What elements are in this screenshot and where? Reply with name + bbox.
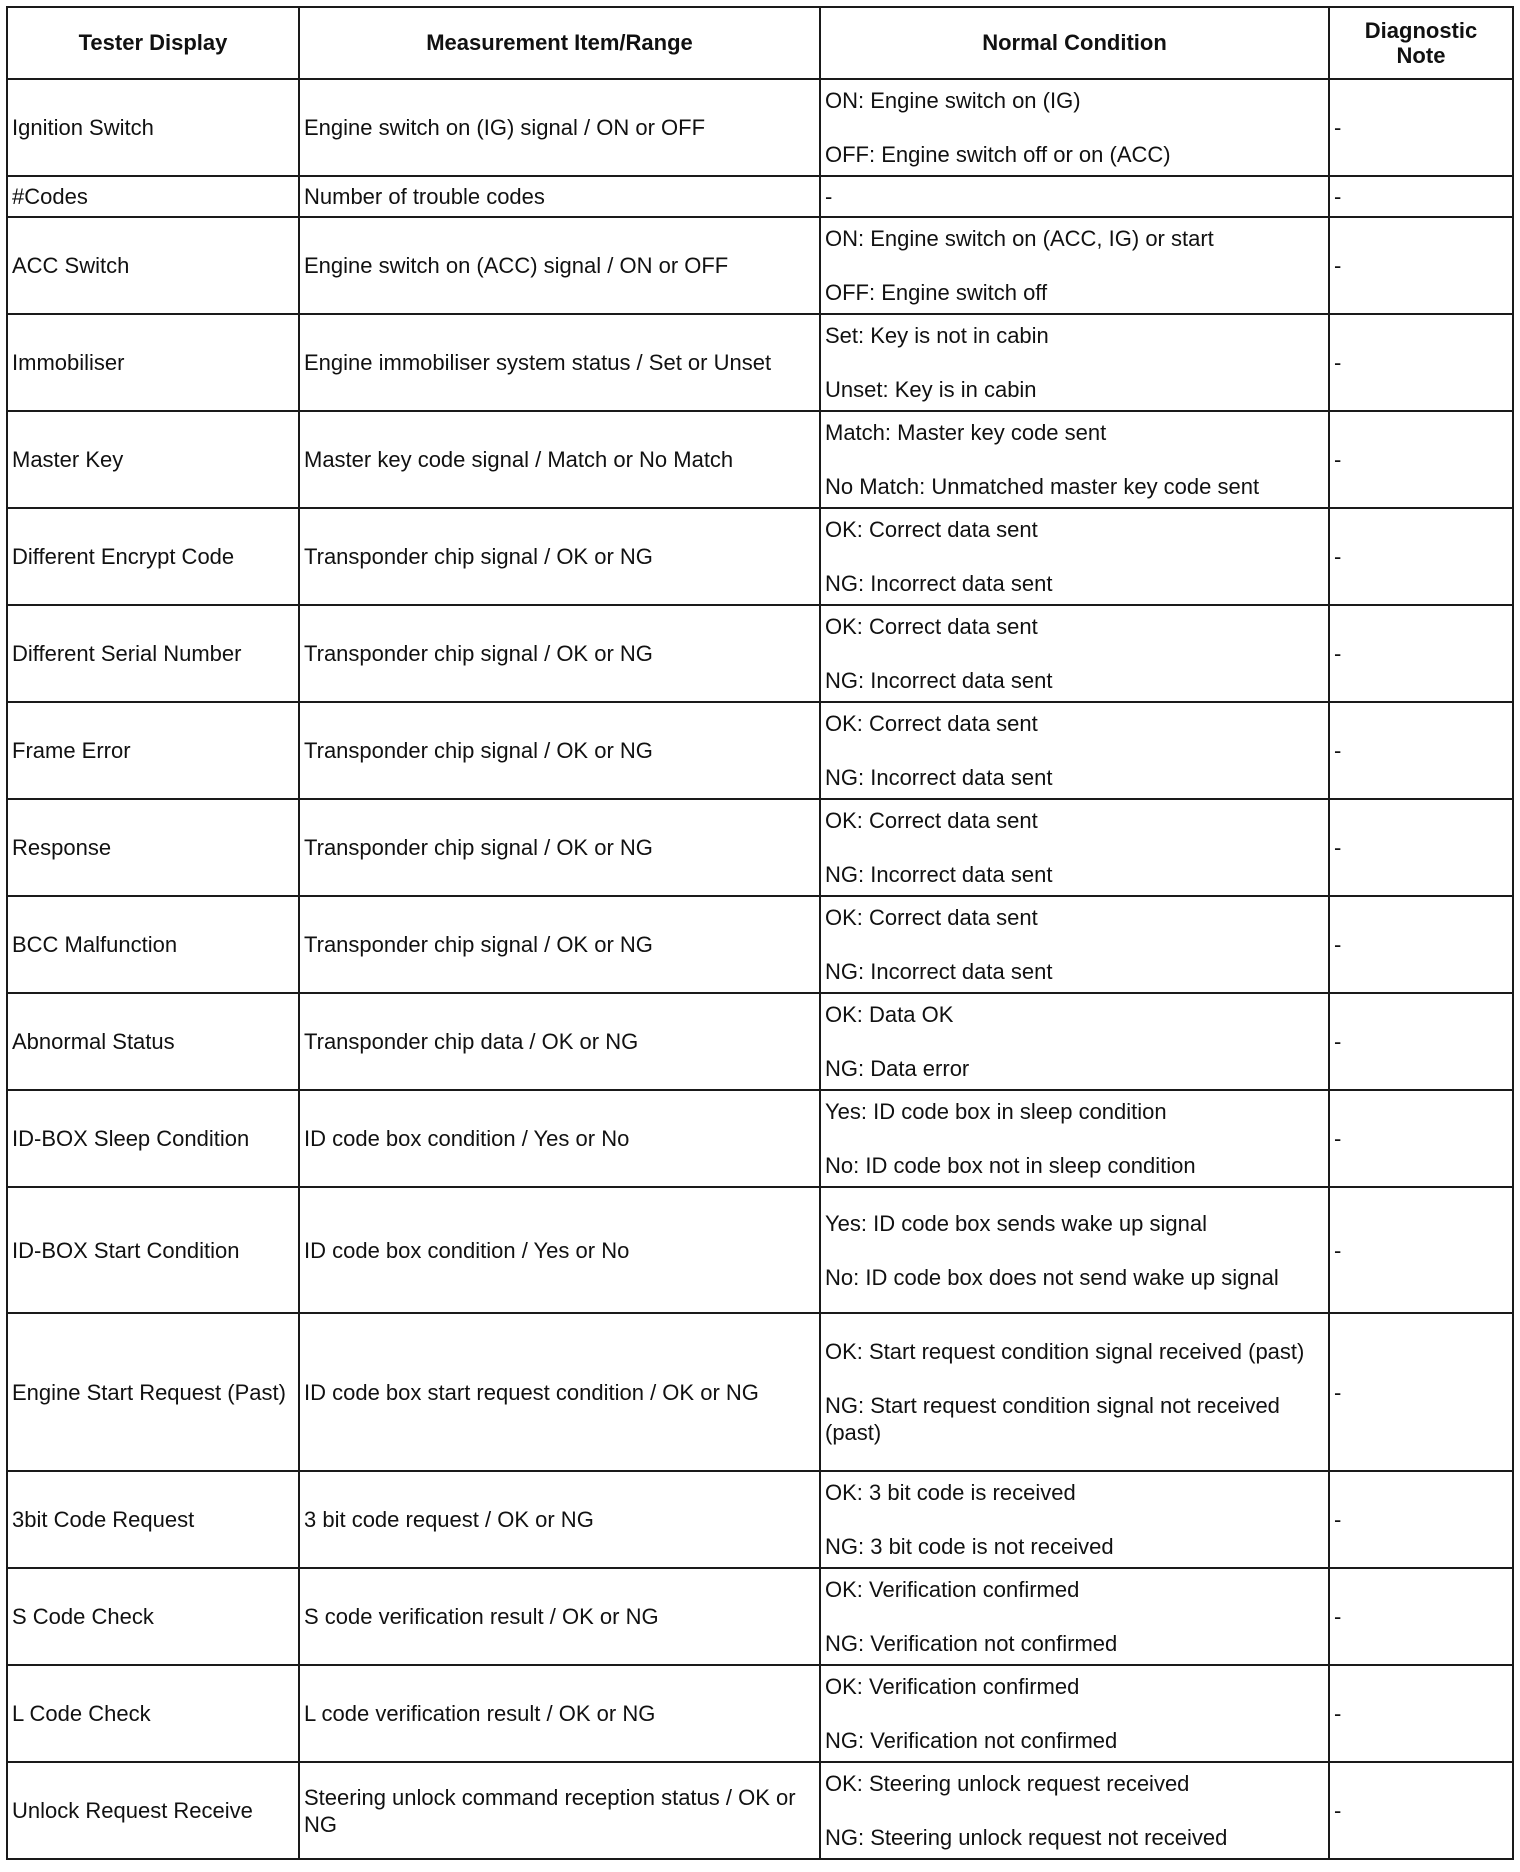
diagnostic-note-cell: - (1329, 1665, 1513, 1762)
normal-condition-cell (820, 1471, 1329, 1568)
tester-display-cell: Immobiliser (7, 314, 299, 411)
tester-display-cell: Engine Start Request (Past) (7, 1313, 299, 1471)
table-row (7, 896, 1513, 993)
measurement-item-cell: Transponder chip signal / OK or NG (299, 702, 820, 799)
diagnostic-note-cell: - (1329, 79, 1513, 176)
normal-condition-cell (820, 411, 1329, 508)
tester-display-cell: ID-BOX Start Condition (7, 1187, 299, 1313)
table-row (7, 79, 1513, 176)
table-body (7, 79, 1513, 1859)
table-row (7, 1187, 1513, 1313)
table-row (7, 993, 1513, 1090)
measurement-item-cell: ID code box condition / Yes or No (299, 1187, 820, 1313)
header-row (7, 7, 1513, 79)
table-row (7, 176, 1513, 217)
condition-line: NG: 3 bit code is not received (825, 1534, 1114, 1559)
normal-condition-cell (820, 896, 1329, 993)
table-row (7, 1762, 1513, 1859)
condition-line: No: ID code box does not send wake up signal (825, 1264, 1279, 1290)
tester-display-cell: Frame Error (7, 702, 299, 799)
table-row (7, 799, 1513, 896)
condition-line: Yes: ID code box sends wake up signal (825, 1210, 1207, 1236)
normal-condition-cell (820, 217, 1329, 314)
condition-line: No: ID code box not in sleep condition (825, 1153, 1196, 1178)
measurement-item-cell: Engine switch on (ACC) signal / ON or OFF (299, 217, 820, 314)
diagnostic-note-cell: - (1329, 799, 1513, 896)
condition-line: OK: Correct data sent (825, 517, 1038, 542)
normal-condition-cell (820, 702, 1329, 799)
measurement-item-cell: Number of trouble codes (299, 176, 820, 217)
tester-display-cell: 3bit Code Request (7, 1471, 299, 1568)
condition-line: OK: Verification confirmed (825, 1674, 1080, 1699)
normal-condition-cell (820, 508, 1329, 605)
tester-display-cell: #Codes (7, 176, 299, 217)
condition-line: NG: Verification not confirmed (825, 1631, 1118, 1656)
diagnostic-note-cell: - (1329, 1471, 1513, 1568)
diagnostic-note-cell: - (1329, 702, 1513, 799)
measurement-item-cell: ID code box condition / Yes or No (299, 1090, 820, 1187)
table-row (7, 1471, 1513, 1568)
measurement-item-cell: Steering unlock command reception status / OK or NG (299, 1762, 820, 1859)
condition-line: OK: Start request condition signal received (past) (825, 1339, 1305, 1364)
condition-line: OK: 3 bit code is received (825, 1480, 1076, 1505)
diagnostic-note-cell: - (1329, 508, 1513, 605)
measurement-item-cell: Transponder chip signal / OK or NG (299, 508, 820, 605)
condition-line: Set: Key is not in cabin (825, 323, 1049, 348)
condition-line: ON: Engine switch on (IG) (825, 88, 1081, 113)
measurement-item-cell: Transponder chip signal / OK or NG (299, 896, 820, 993)
measurement-item-cell: Transponder chip signal / OK or NG (299, 799, 820, 896)
data-list-table (6, 6, 1514, 1860)
table-row (7, 314, 1513, 411)
tester-display-cell: Ignition Switch (7, 79, 299, 176)
table-row (7, 1090, 1513, 1187)
header-diagnostic-note-line2: Note (1396, 43, 1446, 68)
condition-line: NG: Incorrect data sent (825, 862, 1053, 887)
table-row (7, 1568, 1513, 1665)
measurement-item-cell: Transponder chip data / OK or NG (299, 993, 820, 1090)
normal-condition-cell (820, 1313, 1329, 1471)
table-row (7, 1313, 1513, 1471)
diagnostic-note-cell: - (1329, 896, 1513, 993)
diagnostic-note-cell: - (1329, 217, 1513, 314)
diagnostic-note-cell: - (1329, 411, 1513, 508)
header-measurement-item: Measurement Item/Range (299, 7, 820, 79)
tester-display-cell: BCC Malfunction (7, 896, 299, 993)
tester-display-cell: L Code Check (7, 1665, 299, 1762)
diagnostic-note-cell: - (1329, 314, 1513, 411)
measurement-item-cell: S code verification result / OK or NG (299, 1568, 820, 1665)
diagnostic-note-cell: - (1329, 1313, 1513, 1471)
normal-condition-cell (820, 1090, 1329, 1187)
diagnostic-note-cell: - (1329, 993, 1513, 1090)
tester-display-cell: Unlock Request Receive (7, 1762, 299, 1859)
table-row (7, 702, 1513, 799)
condition-line: Match: Master key code sent (825, 420, 1107, 445)
condition-line: NG: Incorrect data sent (825, 959, 1053, 984)
diagnostic-note-cell: - (1329, 1568, 1513, 1665)
measurement-item-cell: 3 bit code request / OK or NG (299, 1471, 820, 1568)
condition-line: NG: Incorrect data sent (825, 765, 1053, 790)
normal-condition-cell (820, 1187, 1329, 1313)
condition-line: NG: Steering unlock request not received (825, 1825, 1228, 1850)
normal-condition-cell (820, 1665, 1329, 1762)
diagnostic-note-cell: - (1329, 605, 1513, 702)
header-diagnostic-note-line1: Diagnostic (1364, 18, 1478, 43)
tester-display-cell: Response (7, 799, 299, 896)
measurement-item-cell: Transponder chip signal / OK or NG (299, 605, 820, 702)
diagnostic-note-cell: - (1329, 1762, 1513, 1859)
condition-line: OK: Correct data sent (825, 614, 1038, 639)
condition-line: ON: Engine switch on (ACC, IG) or start (825, 226, 1214, 251)
condition-line: No Match: Unmatched master key code sent (825, 474, 1260, 499)
tester-display-cell: Different Serial Number (7, 605, 299, 702)
table-row (7, 411, 1513, 508)
diagnostic-note-cell: - (1329, 1090, 1513, 1187)
header-tester-display: Tester Display (7, 7, 299, 79)
tester-display-cell: Master Key (7, 411, 299, 508)
normal-condition-cell (820, 176, 1329, 217)
condition-line: NG: Start request condition signal not received (past) (825, 1393, 1280, 1445)
measurement-item-cell: ID code box start request condition / OK or NG (299, 1313, 820, 1471)
table-row (7, 217, 1513, 314)
diagnostic-note-cell: - (1329, 1187, 1513, 1313)
tester-display-cell: Different Encrypt Code (7, 508, 299, 605)
condition-line: OFF: Engine switch off or on (ACC) (825, 142, 1171, 167)
condition-line: OK: Steering unlock request received (825, 1771, 1190, 1796)
tester-display-cell: Abnormal Status (7, 993, 299, 1090)
table-row (7, 605, 1513, 702)
tester-display-cell: ID-BOX Sleep Condition (7, 1090, 299, 1187)
normal-condition-cell (820, 993, 1329, 1090)
condition-line: OK: Correct data sent (825, 905, 1038, 930)
condition-line: OK: Correct data sent (825, 808, 1038, 833)
condition-line: OK: Data OK (825, 1002, 954, 1027)
measurement-item-cell: Engine switch on (IG) signal / ON or OFF (299, 79, 820, 176)
normal-condition-cell (820, 799, 1329, 896)
condition-line: OK: Correct data sent (825, 711, 1038, 736)
data-list-sheet (6, 6, 1514, 1860)
condition-line: Yes: ID code box in sleep condition (825, 1099, 1167, 1124)
condition-line: NG: Data error (825, 1056, 970, 1081)
normal-condition-cell (820, 605, 1329, 702)
table-row (7, 1665, 1513, 1762)
normal-condition-cell (820, 1762, 1329, 1859)
header-normal-condition: Normal Condition (820, 7, 1329, 79)
condition-line: OFF: Engine switch off (825, 280, 1048, 305)
tester-display-cell: ACC Switch (7, 217, 299, 314)
normal-condition-cell (820, 1568, 1329, 1665)
normal-condition-cell (820, 314, 1329, 411)
condition-line: NG: Verification not confirmed (825, 1728, 1118, 1753)
tester-display-cell: S Code Check (7, 1568, 299, 1665)
condition-line: OK: Verification confirmed (825, 1577, 1080, 1602)
header-diagnostic-note (1329, 7, 1513, 79)
condition-line: - (825, 184, 833, 209)
measurement-item-cell: Master key code signal / Match or No Match (299, 411, 820, 508)
condition-line: Unset: Key is in cabin (825, 377, 1037, 402)
condition-line: NG: Incorrect data sent (825, 571, 1053, 596)
measurement-item-cell: L code verification result / OK or NG (299, 1665, 820, 1762)
condition-line: NG: Incorrect data sent (825, 668, 1053, 693)
table-row (7, 508, 1513, 605)
diagnostic-note-cell: - (1329, 176, 1513, 217)
measurement-item-cell: Engine immobiliser system status / Set or Unset (299, 314, 820, 411)
normal-condition-cell (820, 79, 1329, 176)
